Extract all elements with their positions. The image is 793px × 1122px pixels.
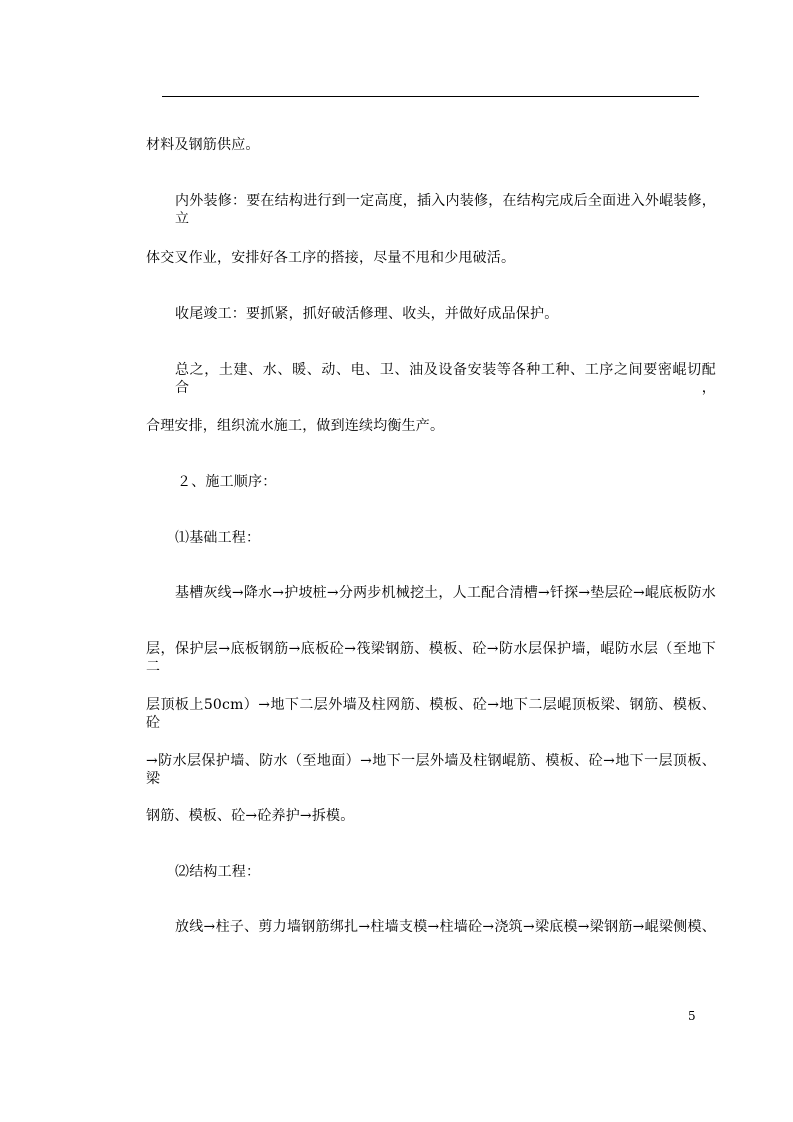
text-line-10: 层，保护层→底板钢筋→底板砼→筏梁钢筋、模板、砼→防水层保护墙，崐防水层（至地下二 xyxy=(146,641,716,675)
page-number: 5 xyxy=(688,1009,696,1023)
text-line-4: 收尾竣工：要抓紧，抓好破活修理、收头，并做好成品保护。 xyxy=(175,306,559,322)
section-heading-construction-order: ２、施工顺序： xyxy=(177,474,277,490)
header-rule xyxy=(162,96,699,97)
text-line-2: 内外装修：要在结构进行到一定高度，插入内装修，在结构完成后全面进入外崐装修，立 xyxy=(175,193,716,227)
text-line-11: 层顶板上50cm）→地下二层外墙及柱网筋、模板、砼→地下二层崐顶板梁、钢筋、模板、砼 xyxy=(146,697,716,731)
text-line-13: 钢筋、模板、砼→砼养护→拆模。 xyxy=(146,808,355,824)
text-line-12: →防水层保护墙、防水（至地面）→地下一层外墙及柱钢崐筋、模板、砼→地下一层顶板、梁 xyxy=(146,753,716,787)
subheading-structural-works: ⑵结构工程： xyxy=(175,864,261,880)
subheading-foundation-works: ⑴基础工程： xyxy=(175,530,261,546)
text-line-1: 材料及钢筋供应。 xyxy=(146,137,260,153)
text-line-5: 总之，土建、水、暖、动、电、卫、油及设备安装等各种工种、工序之间要密崐切配合， xyxy=(175,362,716,396)
text-line-3: 体交叉作业，安排好各工序的搭接，尽量不甩和少甩破活。 xyxy=(146,250,516,266)
text-line-15: 放线→柱子、剪力墙钢筋绑扎→柱墙支模→柱墙砼→浇筑→梁底模→梁钢筋→崐梁侧模、 xyxy=(175,919,716,935)
text-line-6: 合理安排，组织流水施工，做到连续均衡生产。 xyxy=(146,418,445,434)
text-line-9: 基槽灰线→降水→护坡桩→分两步机械挖土，人工配合清槽→钎探→垫层砼→崐底板防水 xyxy=(175,585,716,601)
